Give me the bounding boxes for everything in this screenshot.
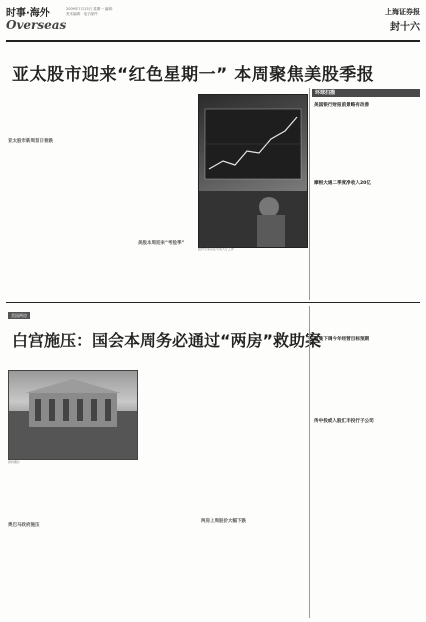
second-column-2 <box>74 468 136 618</box>
sidebar-item-2-continued <box>314 308 420 330</box>
second-photo <box>8 370 138 460</box>
section-rule <box>6 302 420 303</box>
sidebar-item-1-body <box>314 110 420 172</box>
second-column-4 <box>201 360 259 618</box>
sidebar-item-3-title: 雷曼下调今年经营目标预期 <box>314 337 370 342</box>
edition-meta-line-1: 2009年7月13日 星期一 编辑： <box>66 7 116 11</box>
edition-meta-line-2: 美术编辑：电子邮件： <box>66 12 101 16</box>
sidebar-box-title: 环球扫描 <box>312 89 420 97</box>
second-headline: 白宫施压：国会本周务必通过“两房”救助案 <box>12 331 322 350</box>
lead-photo-caption: 纽约交易员在交易大厅工作 <box>198 247 235 251</box>
sidebar-divider-lower <box>309 306 310 618</box>
stock-chart-graphic <box>199 95 307 247</box>
sidebar-divider <box>309 88 310 300</box>
section-title: 时事·海外 <box>6 8 50 19</box>
section-subtitle-en: Overseas <box>6 18 67 32</box>
lead-column-2 <box>73 92 135 292</box>
sidebar-item-2-title: 摩根大通二季度净收入20亿 <box>314 181 371 186</box>
second-column-5 <box>262 360 308 618</box>
lead-headline: 亚太股市迎来“红色星期一” 本周聚焦美股季报 <box>12 65 375 85</box>
building-graphic <box>9 371 137 459</box>
lead-column-1 <box>8 92 70 292</box>
sidebar-item-4-title: 传中投或入股汇丰投行子公司 <box>314 419 374 424</box>
second-photo-caption: 资料图片 <box>8 460 21 464</box>
masthead <box>6 4 420 38</box>
sidebar-item-4-body <box>314 426 420 616</box>
page-number: 封十六 <box>390 22 420 33</box>
lead-subhead-2: 美股本周迎来“考验季” <box>138 241 185 246</box>
sidebar-item-3-body <box>314 344 420 414</box>
second-subhead-2: 两房上周股价大幅下跌 <box>201 519 246 524</box>
header-rule <box>6 40 420 42</box>
lead-photo <box>198 94 308 248</box>
second-subhead-1: 奥巴马政府施压 <box>8 523 40 528</box>
second-column-3 <box>140 360 198 618</box>
newspaper-name: 上海证券报 <box>385 7 420 16</box>
second-section-label: 美国两房 <box>8 312 30 319</box>
lead-column-4 <box>198 256 306 294</box>
sidebar-item-2-body <box>314 188 420 292</box>
sidebar-item-1-title: 美国银行财报前景略有改善 <box>314 103 370 108</box>
second-column-1 <box>8 468 70 556</box>
lead-subhead-1: 亚太股市新周首日普跌 <box>8 139 53 144</box>
lead-column-3 <box>138 92 194 292</box>
